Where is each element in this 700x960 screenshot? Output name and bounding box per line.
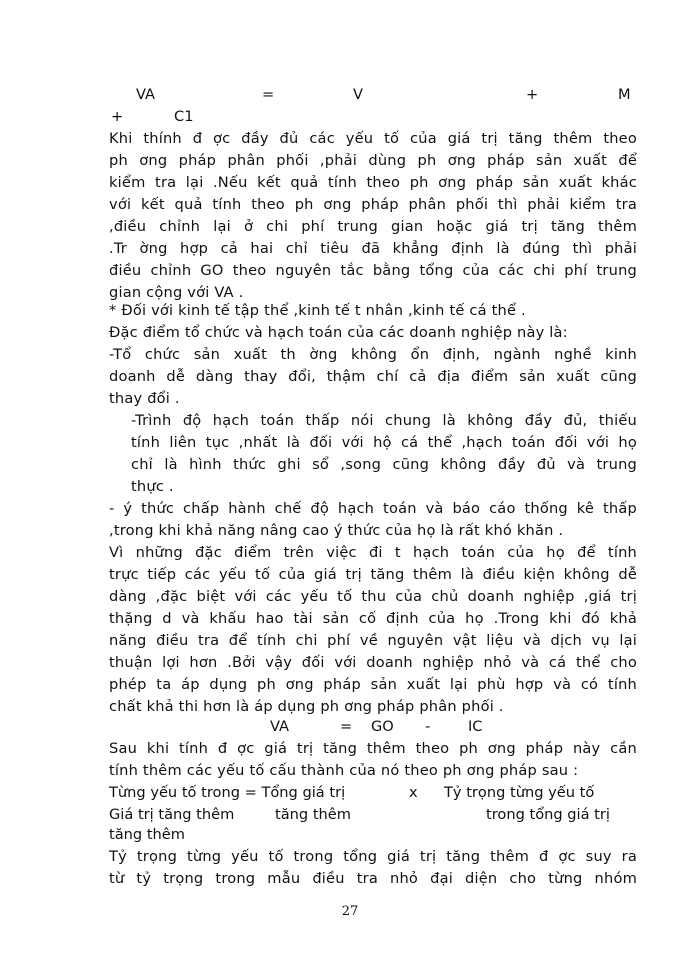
formula-c1: C1 [174, 108, 194, 125]
text-line: điều chỉnh GO theo nguyên tắc bằng tổng của các chi phí trung [109, 262, 637, 279]
text-line: chỉ là hình thức ghi sổ ,song cũng không đầy đủ và trung [131, 456, 637, 473]
text-line: năng điều tra để tính chi phí về nguyên vật liệu và dịch vụ lại [109, 632, 637, 649]
text-line: thay đổi . [109, 390, 180, 407]
text-line: - ý thức chấp hành chế độ hạch toán và báo cáo thống kê thấp [109, 500, 637, 517]
formula-va: VA [270, 718, 290, 735]
text-line: tính thêm các yếu tố cấu thành của nó theo ph ơng pháp sau : [109, 762, 579, 779]
text-line: Đặc điểm tổ chức và hạch toán của các doanh nghiệp này là: [109, 324, 568, 341]
formula-go: GO [371, 718, 394, 735]
text-line: doanh dễ dàng thay đổi, thậm chí cả địa điểm sản xuất cũng [109, 368, 637, 385]
formula-equals: = [262, 86, 275, 103]
formula-va: VA [136, 86, 156, 103]
text-line: -Tổ chức sản xuất th ờng không ổn định, ngành nghề kinh [109, 346, 637, 363]
formula-plus: + [526, 86, 539, 103]
text-line: tính liên tục ,nhất là đối với hộ cá thể ,hạch toán đối với họ [131, 434, 637, 451]
text-line: dàng ,đặc biệt với các yếu tố thu của chủ doanh nghiệp ,giá trị [109, 588, 637, 605]
formula3-term-b: Tỷ trọng từng yếu tố [444, 784, 595, 801]
text-line: ,trong khi khả năng nâng cao ý thức của họ là rất khó khăn . [109, 522, 564, 539]
formula-plus: + [111, 108, 124, 125]
text-line: kiểm tra lại .Nếu kết quả tính theo ph ơng pháp sản xuất khác [109, 174, 637, 191]
text-line: thặng d và khấu hao tài sản cố định của họ .Trong khi đó khả [109, 610, 637, 627]
text-line: ,điều chỉnh lại ở chi phí trung gian hoặc giá trị tăng thêm [109, 218, 637, 235]
formula-minus: - [425, 718, 431, 735]
formula-equals: = [340, 718, 353, 735]
text-line: trực tiếp các yếu tố của giá trị tăng thêm là điều kiện không dễ [109, 566, 637, 583]
text-line: ph ơng pháp phân phối ,phải dùng ph ơng pháp sản xuất để [109, 152, 637, 169]
text-line: -Trình độ hạch toán thấp nói chung là không đầy đủ, thiếu [131, 412, 637, 429]
text-line: gian cộng với VA . [109, 284, 244, 301]
text-line: thuận lợi hơn .Bởi vậy đối với doanh nghiệp nhỏ và cá thể cho [109, 654, 637, 671]
text-line: chất khả thi hơn là áp dụng ph ơng pháp phân phối . [109, 698, 504, 715]
formula-ic: IC [468, 718, 483, 735]
text-line: Vì những đặc điểm trên việc đi t hạch toán của họ để tính [109, 544, 637, 561]
text-line: Khi thính đ ợc đầy đủ các yếu tố của giá trị tăng thêm theo [109, 130, 637, 147]
text-line: .Tr ờng hợp cả hai chỉ tiêu đã khẳng định là đúng thì phải [109, 240, 637, 257]
formula3-term-b2: tăng thêm [275, 806, 351, 823]
text-line: thực . [131, 478, 174, 495]
text-line: Tỷ trọng từng yếu tố trong tổng giá trị tăng thêm đ ợc suy ra [109, 848, 637, 865]
formula3-term-a3: tăng thêm [109, 826, 185, 843]
text-line: Sau khi tính đ ợc giá trị tăng thêm theo ph ơng pháp này cần [109, 740, 637, 757]
text-line: phép ta áp dụng ph ơng pháp sản xuất lại phù hợp và có tính [109, 676, 637, 693]
text-line: * Đối với kinh tế tập thể ,kinh tế t nhân ,kinh tế cá thể . [109, 302, 526, 319]
formula3-term-a: Từng yếu tố trong = Tổng giá trị [109, 784, 346, 801]
formula-v: V [353, 86, 363, 103]
text-line: từ tỷ trọng trong mẫu điều tra nhỏ đại diện cho từng nhóm [109, 870, 637, 887]
page-number: 27 [341, 904, 359, 919]
formula3-term-c2: trong tổng giá trị [486, 806, 610, 823]
formula-m: M [618, 86, 631, 103]
formula3-term-a2: Giá trị tăng thêm [109, 806, 235, 823]
text-line: với kết quả tính theo ph ơng pháp phân phối thì phải kiểm tra [109, 196, 637, 213]
formula3-times: x [409, 784, 418, 801]
